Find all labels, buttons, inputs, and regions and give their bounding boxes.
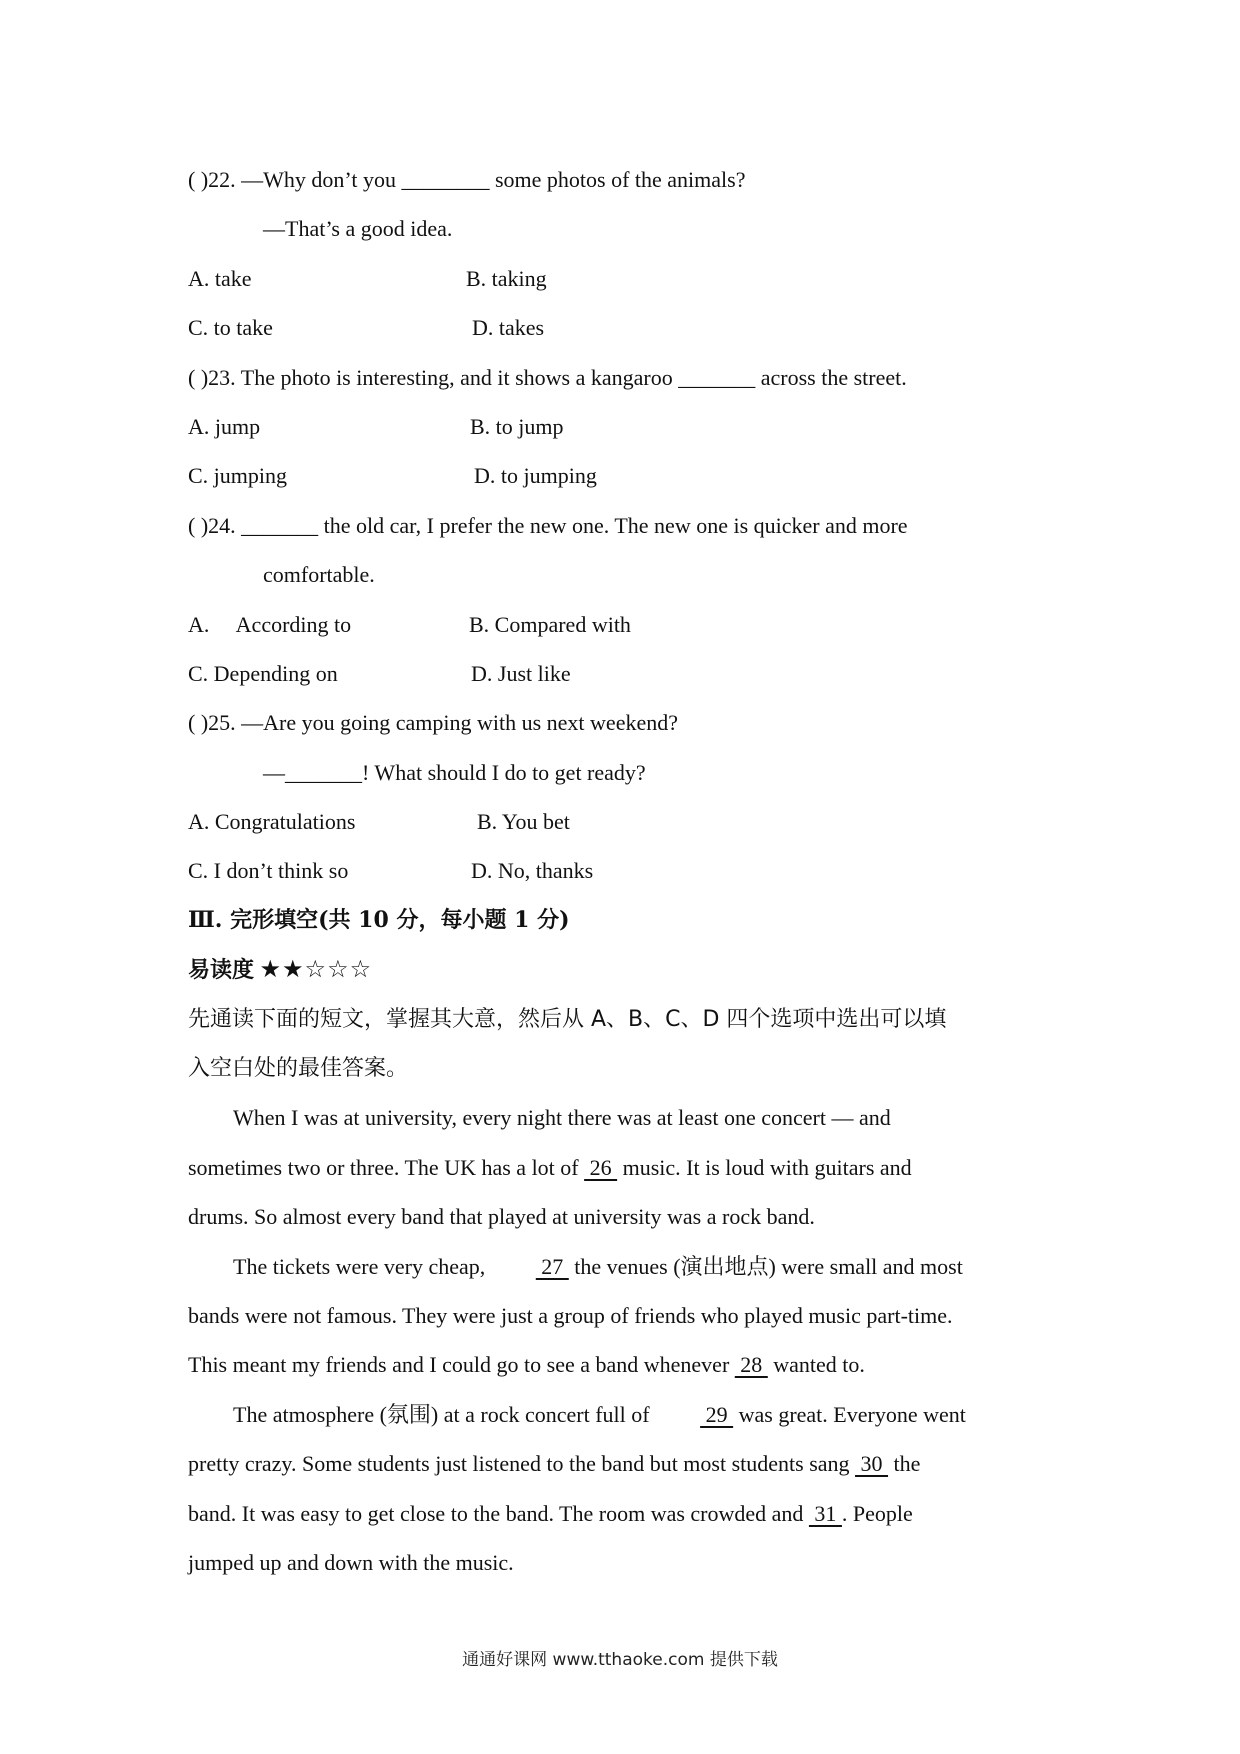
- text-segment: music. It is loud with guitars and: [617, 1154, 912, 1180]
- option-22-a: A. take: [188, 265, 252, 291]
- question-23-stem: ( )23. The photo is interesting, and it shows a kangaroo _______ across the street.: [188, 364, 907, 390]
- text-segment: This meant my friends and I could go to see a band whenever: [188, 1352, 735, 1378]
- text-segment: . People: [841, 1500, 913, 1526]
- difficulty-rating: [188, 945, 1068, 994]
- passage-p1-line-1: When I was at university, every night there was at least one concert — and: [233, 1105, 891, 1131]
- option-25-d: D. No, thanks: [471, 858, 594, 884]
- question-23-options-row-2: [188, 451, 1068, 500]
- passage-p1-line-2: [188, 1143, 1068, 1192]
- difficulty-label: 易读度: [188, 957, 255, 984]
- option-23-b: B. to jump: [470, 413, 564, 439]
- question-22-options-row-2: [188, 303, 1068, 352]
- question-23-options-row-1: [188, 402, 1068, 451]
- passage-p3-line-2: [188, 1439, 1068, 1488]
- blank-27: 27: [535, 1253, 569, 1279]
- footer-credit: 通通好课网 www.tthaoke.com 提供下载: [462, 1650, 778, 1670]
- passage-p3-line-4: jumped up and down with the music.: [188, 1549, 514, 1575]
- question-24-stem-continued: comfortable.: [263, 562, 375, 588]
- blank-30: 30: [855, 1451, 889, 1477]
- question-25-stem: ( )25. —Are you going camping with us next weekend?: [188, 710, 678, 736]
- blank-29: 29: [700, 1401, 734, 1427]
- option-24-c: C. Depending on: [188, 660, 338, 686]
- option-25-a: A. Congratulations: [188, 809, 356, 835]
- option-23-c: C. jumping: [188, 463, 288, 489]
- question-24-options-row-1: [188, 600, 1068, 649]
- text-segment: the: [888, 1451, 921, 1477]
- question-22-stem: ( )22. —Why don’t you ________ some photos of the animals?: [188, 167, 746, 192]
- option-22-d: D. takes: [472, 315, 545, 341]
- option-22-c: C. to take: [188, 315, 273, 341]
- question-25-options-row-1: [188, 797, 1068, 846]
- text-segment: sometimes two or three. The UK has a lot of: [188, 1154, 585, 1180]
- text-segment: The tickets were very cheap,: [233, 1253, 491, 1279]
- passage-p3-line-3: [188, 1489, 1068, 1538]
- text-segment: was great. Everyone went: [733, 1401, 966, 1427]
- option-24-a: A. According to: [188, 611, 352, 637]
- passage-p1-line-3: drums. So almost every band that played at university was a rock band.: [188, 1204, 815, 1230]
- question-25-reply: —_______! What should I do to get ready?: [263, 759, 646, 785]
- difficulty-stars: ★★☆☆☆: [259, 955, 373, 984]
- option-24-b: B. Compared with: [469, 611, 631, 637]
- question-22-reply: —That’s a good idea.: [263, 216, 453, 242]
- question-22-options-row-1: [188, 254, 1068, 303]
- passage-p2-line-3: [188, 1340, 1068, 1389]
- question-24-stem: ( )24. _______ the old car, I prefer the new one. The new one is quicker and more: [188, 512, 908, 538]
- option-25-b: B. You bet: [477, 809, 570, 835]
- option-25-c: C. I don’t think so: [188, 858, 349, 884]
- section-3-title: Ⅲ. 完形填空(共 10 分，每小题 1 分): [188, 906, 570, 933]
- blank-28: 28: [734, 1352, 768, 1378]
- option-23-d: D. to jumping: [474, 463, 597, 489]
- passage-p2-line-1: [188, 1242, 1068, 1291]
- option-22-b: B. taking: [466, 265, 547, 291]
- text-segment: the venues (演出地点) were small and most: [568, 1253, 963, 1279]
- text-segment: pretty crazy. Some students just listened to the band but most students sang: [188, 1451, 856, 1477]
- worksheet-page: [188, 155, 1068, 1587]
- blank-31: 31: [808, 1500, 842, 1526]
- blank-26: 26: [584, 1154, 618, 1180]
- option-24-d: D. Just like: [471, 660, 571, 686]
- text-segment: band. It was easy to get close to the band. The room was crowded and: [188, 1500, 809, 1526]
- instruction-line-2: 入空白处的最佳答案。: [188, 1056, 409, 1082]
- passage-p3-line-1: [188, 1390, 1068, 1439]
- instruction-line-1: 先通读下面的短文，掌握其大意，然后从 A、B、C、D 四个选项中选出可以填: [188, 1006, 947, 1032]
- text-segment: The atmosphere (氛围) at a rock concert full of: [233, 1401, 656, 1427]
- option-23-a: A. jump: [188, 413, 261, 439]
- question-24-options-row-2: [188, 649, 1068, 698]
- question-25-options-row-2: [188, 846, 1068, 895]
- text-segment: wanted to.: [767, 1352, 865, 1378]
- passage-p2-line-2: bands were not famous. They were just a group of friends who played music part-time.: [188, 1302, 953, 1328]
